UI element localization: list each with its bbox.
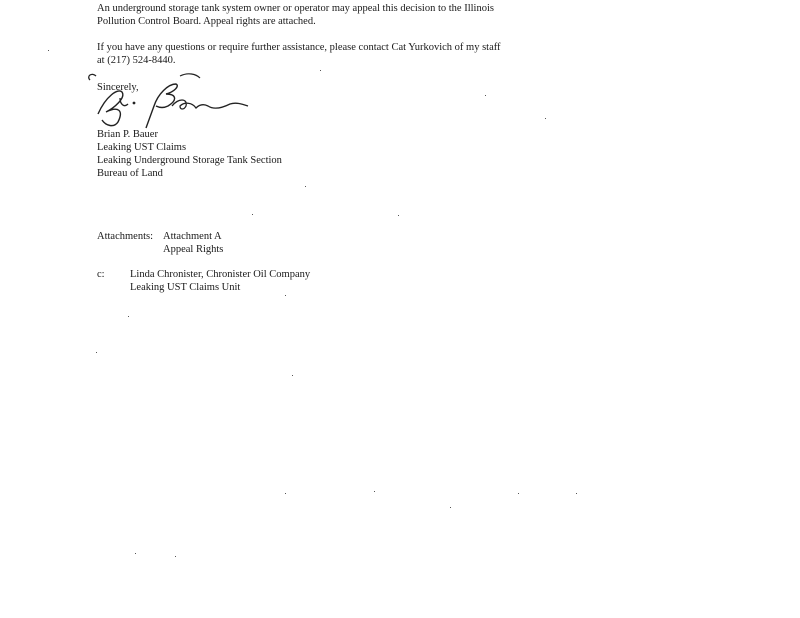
scan-speck (175, 556, 176, 557)
signer-title-2: Leaking Underground Storage Tank Section (97, 155, 282, 166)
scan-speck (305, 186, 306, 187)
scan-speck (285, 493, 286, 494)
scan-speck (485, 95, 486, 96)
scan-speck (374, 491, 375, 492)
scan-speck (398, 215, 399, 216)
appeal-line-1: An underground storage tank system owner or operator may appeal this decision to the Illinois (97, 3, 494, 14)
scan-speck (128, 316, 129, 317)
scan-speck (292, 375, 293, 376)
attachment-item-1: Attachment A (163, 231, 222, 242)
signer-name: Brian P. Bauer (97, 129, 158, 140)
contact-line-1: If you have any questions or require further assistance, please contact Cat Yurkovich of my staff (97, 42, 501, 53)
appeal-line-2: Pollution Control Board. Appeal rights are attached. (97, 16, 316, 27)
signature-image (84, 70, 254, 132)
cc-item-2: Leaking UST Claims Unit (130, 282, 241, 293)
signer-title-3: Bureau of Land (97, 168, 163, 179)
attachment-item-2: Appeal Rights (163, 244, 224, 255)
scan-speck (320, 70, 321, 71)
scan-speck (96, 352, 97, 353)
cc-item-1: Linda Chronister, Chronister Oil Company (130, 269, 311, 280)
attachments-label: Attachments: (97, 231, 153, 242)
scan-speck (576, 493, 577, 494)
signer-title-1: Leaking UST Claims (97, 142, 187, 153)
scan-speck (135, 553, 136, 554)
scan-speck (48, 50, 49, 51)
scan-speck (252, 214, 253, 215)
contact-line-2: at (217) 524-8440. (97, 55, 176, 66)
scan-speck (285, 295, 286, 296)
cc-label: c: (97, 269, 105, 280)
scan-speck (518, 493, 519, 494)
scan-speck (450, 507, 451, 508)
closing: Sincerely, (97, 82, 139, 93)
scan-speck (545, 118, 546, 119)
